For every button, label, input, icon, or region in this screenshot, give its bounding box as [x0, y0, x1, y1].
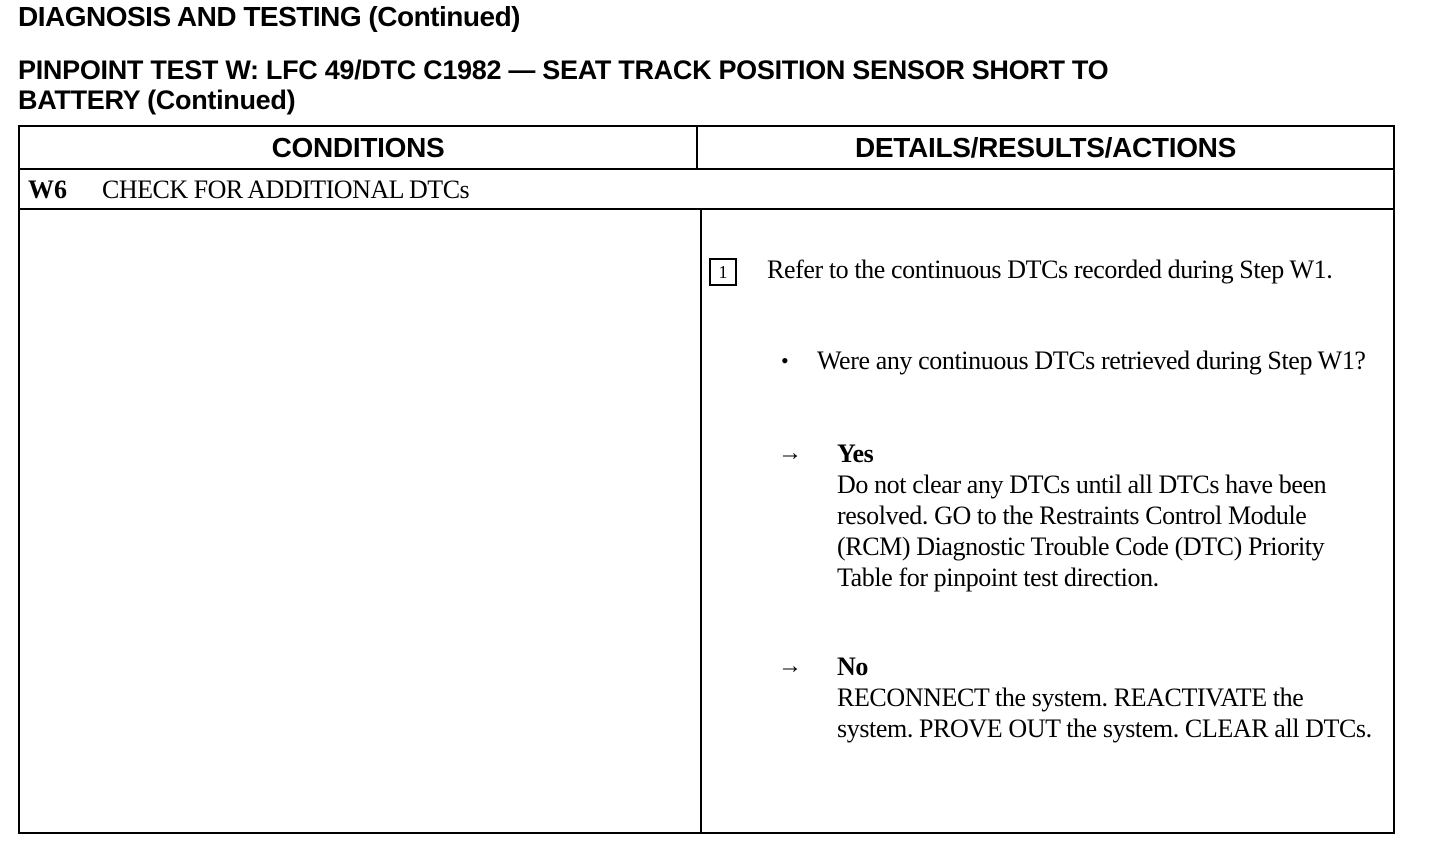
step-number-box: 1	[709, 258, 737, 286]
no-result	[837, 651, 1382, 744]
table-header-row	[20, 127, 1393, 170]
step-title: CHECK FOR ADDITIONAL DTCs	[102, 175, 470, 204]
test-title-line-1: PINPOINT TEST W: LFC 49/DTC C1982 — SEAT TRACK POSITION SENSOR SHORT TO	[18, 55, 1109, 85]
no-label: No	[837, 652, 868, 681]
no-action-text: RECONNECT the system. REACTIVATE the system. PROVE OUT the system. CLEAR all DTCs.	[837, 683, 1372, 743]
yes-action-text: Do not clear any DTCs until all DTCs have been resolved. GO to the Restraints Control Module (RCM) Diagnostic Trouble Code (DTC) Priority Table for pinpoint test direction.	[837, 470, 1327, 592]
step-id: W6	[28, 175, 67, 204]
pinpoint-test-table	[18, 125, 1395, 834]
yes-result	[837, 438, 1382, 593]
instruction-text: Refer to the continuous DTCs recorded during Step W1.	[767, 255, 1333, 284]
column-divider	[700, 210, 702, 832]
details-column-header: DETAILS/RESULTS/ACTIONS	[855, 132, 1236, 163]
arrow-right-icon: →	[778, 440, 802, 466]
pinpoint-test-title	[18, 55, 1398, 115]
yes-label: Yes	[837, 439, 874, 468]
test-title-line-2: BATTERY (Continued)	[18, 85, 296, 115]
question-text: Were any continuous DTCs retrieved during Step W1?	[817, 346, 1366, 375]
bullet-icon: •	[781, 348, 789, 373]
page-header: DIAGNOSIS AND TESTING (Continued)	[18, 1, 520, 32]
step-row	[20, 170, 1393, 210]
arrow-right-icon: →	[778, 653, 802, 679]
details-cell	[706, 210, 1394, 830]
conditions-column-header: CONDITIONS	[271, 132, 445, 163]
